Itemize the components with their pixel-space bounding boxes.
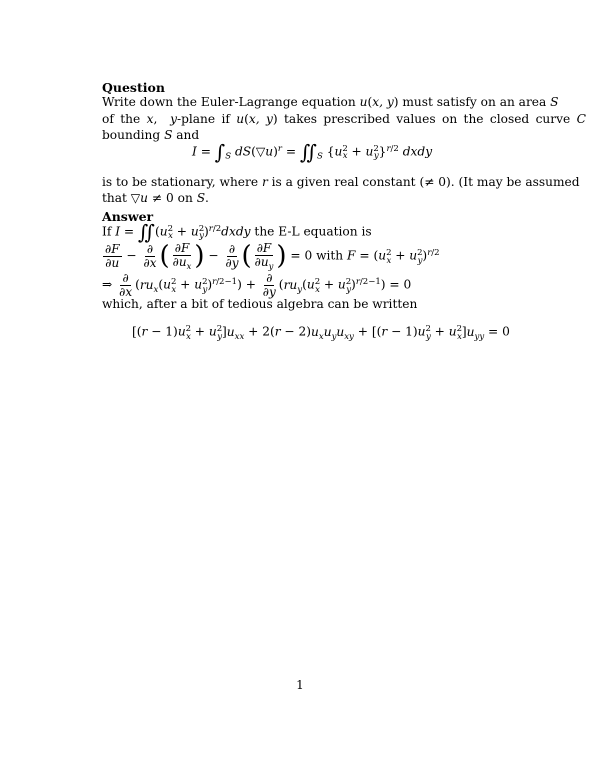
answer-heading: Answer [102, 209, 154, 224]
answer-line-1: If $I = ∬(u^2_x$ + $u^2_y)^{r/2}dxdy$ the E-L equation is [102, 220, 372, 244]
question-line-3: bounding S and [102, 128, 200, 142]
answer-line-4: which, after a bit of tedious algebra can be written [102, 297, 418, 311]
question-line-1: Write down the Euler-Lagrange equation u(x, y) must satisfy on an area S [102, 95, 559, 109]
question-line-5: that ▽u ≠ 0 on S. [102, 191, 209, 205]
answer-line-2: $\frac{\partial F}{\partial u}$ − $\frac{\partial}{\partial x}$ ( $\frac{\partial F}{\partial u_x}$ ) − $\frac{\partial}{\partial y}$ ( $\frac{\partial F}{\partial u_y}$ ) = 0 with $F = (u^2_x + u^2_y)^{r/2}$ [105, 241, 440, 272]
page-number: 1 [296, 678, 304, 692]
answer-final-equation: $[(r - 1)u^2_x + u^2_y]u_{xx} + 2(r - 2)u_xu_yu_{xy} + [(r - 1)u^2_y + u^2_x]u_{yy} = 0$ [132, 324, 510, 342]
question-equation: $I = \int_S$ dS(▽u)$^r$ = $∬_S$ $\{u^2_x + u^2_y\}^{r/2}$ dxdy [192, 140, 433, 164]
question-heading: Question [102, 80, 165, 95]
question-line-2: of the x, y-plane if u(x, y) takes prescribed values on the closed curve C [102, 112, 586, 126]
question-line-4: is to be stationary, where r is a given real constant (≠ 0). (It may be assumed [102, 175, 580, 189]
answer-line-3: ⇒ $\frac{\partial}{\partial x}$ $(ru_x(u^2_x + u^2_y)^{r/2-1})$ + $\frac{\partial}{\partial y}$ $(ru_y(u^2_x + u^2_y)^{r/2-1}) = 0$ [102, 271, 412, 299]
